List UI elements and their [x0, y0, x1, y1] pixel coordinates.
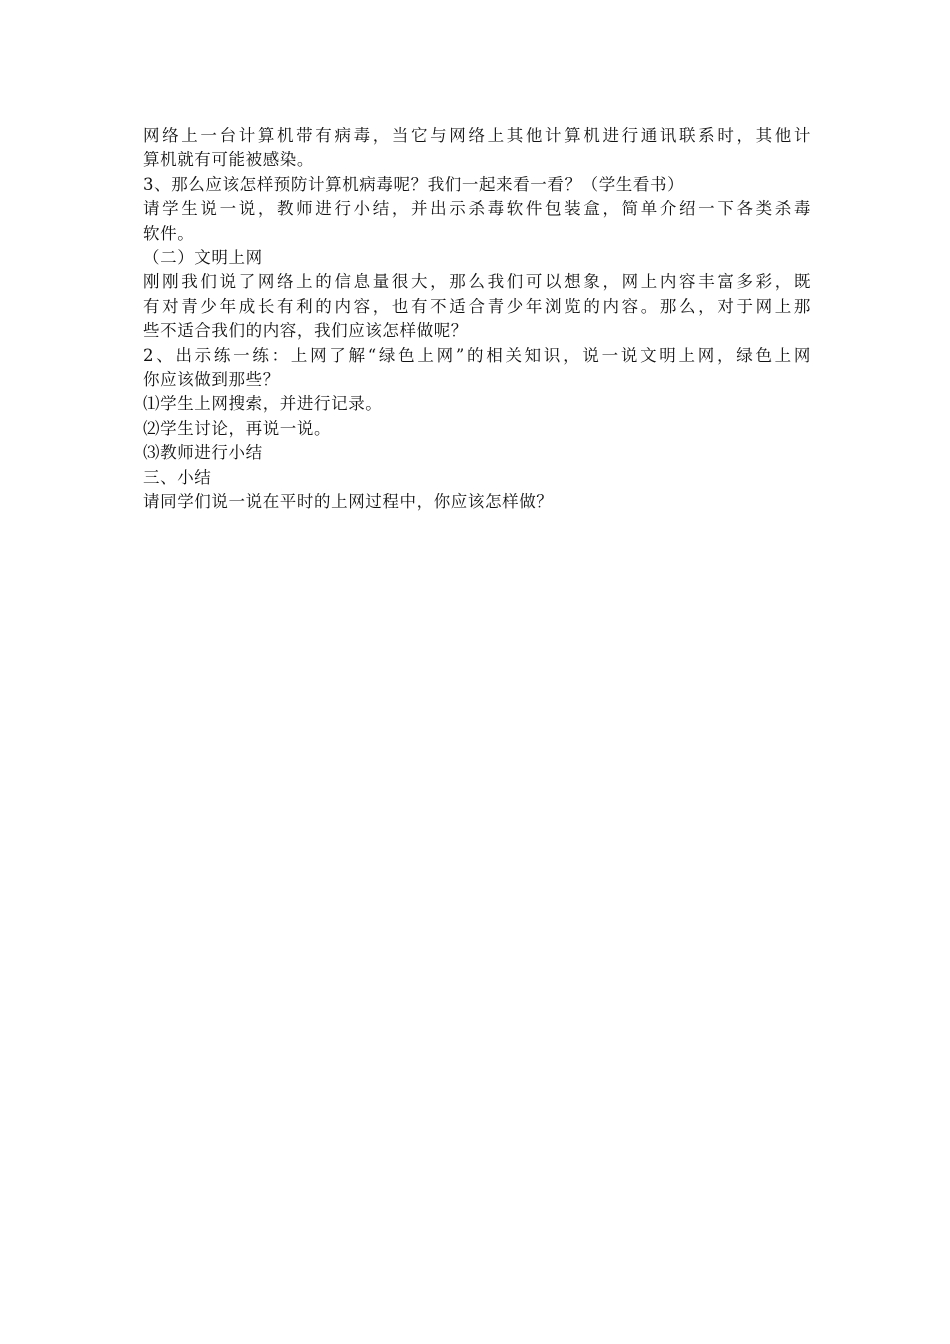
text-line: 3、那么应该怎样预防计算机病毒呢？我们一起来看一看？（学生看书） — [143, 174, 685, 194]
text-line: 你应该做到那些？ — [143, 370, 280, 390]
paragraph-prevention-question — [143, 173, 811, 197]
section-heading-summary — [143, 466, 811, 490]
list-item: ⑵学生讨论，再说一说。 — [143, 418, 332, 438]
list-item: ⑴学生上网搜索，并进行记录。 — [143, 394, 383, 414]
text-line: 刚刚我们说了网络上的信息量很大，那么我们可以想象，网上内容丰富多彩，既 — [143, 272, 811, 292]
text-line: 些不适合我们的内容，我们应该怎样做呢？ — [143, 321, 468, 341]
paragraph-antivirus-intro — [143, 197, 811, 246]
section-heading: （二）文明上网 — [143, 248, 263, 268]
paragraph-exercise — [143, 344, 811, 393]
section-heading-civilized-internet — [143, 246, 811, 270]
text-line: 2、出示练一练：上网了解“绿色上网”的相关知识，说一说文明上网，绿色上网 — [143, 345, 811, 365]
text-line: 请同学们说一说在平时的上网过程中，你应该怎样做？ — [143, 492, 554, 512]
text-line: 请学生说一说，教师进行小结，并出示杀毒软件包装盒，简单介绍一下各类杀毒 — [143, 199, 811, 219]
list-item-summary — [143, 441, 811, 465]
list-item-discuss — [143, 417, 811, 441]
paragraph-virus-spread — [143, 124, 811, 173]
list-item-search — [143, 392, 811, 416]
text-line: 网络上一台计算机带有病毒，当它与网络上其他计算机进行通讯联系时，其他计 — [143, 126, 811, 145]
paragraph-closing-question — [143, 490, 811, 514]
text-line: 算机就有可能被感染。 — [143, 150, 314, 170]
document-body — [143, 124, 811, 515]
text-line: 软件。 — [143, 223, 195, 243]
list-item: ⑶教师进行小结 — [143, 443, 263, 463]
text-line: 有对青少年成长有利的内容，也有不适合青少年浏览的内容。那么，对于网上那 — [143, 296, 811, 316]
paragraph-internet-content — [143, 270, 811, 343]
section-heading: 三、小结 — [143, 467, 212, 487]
